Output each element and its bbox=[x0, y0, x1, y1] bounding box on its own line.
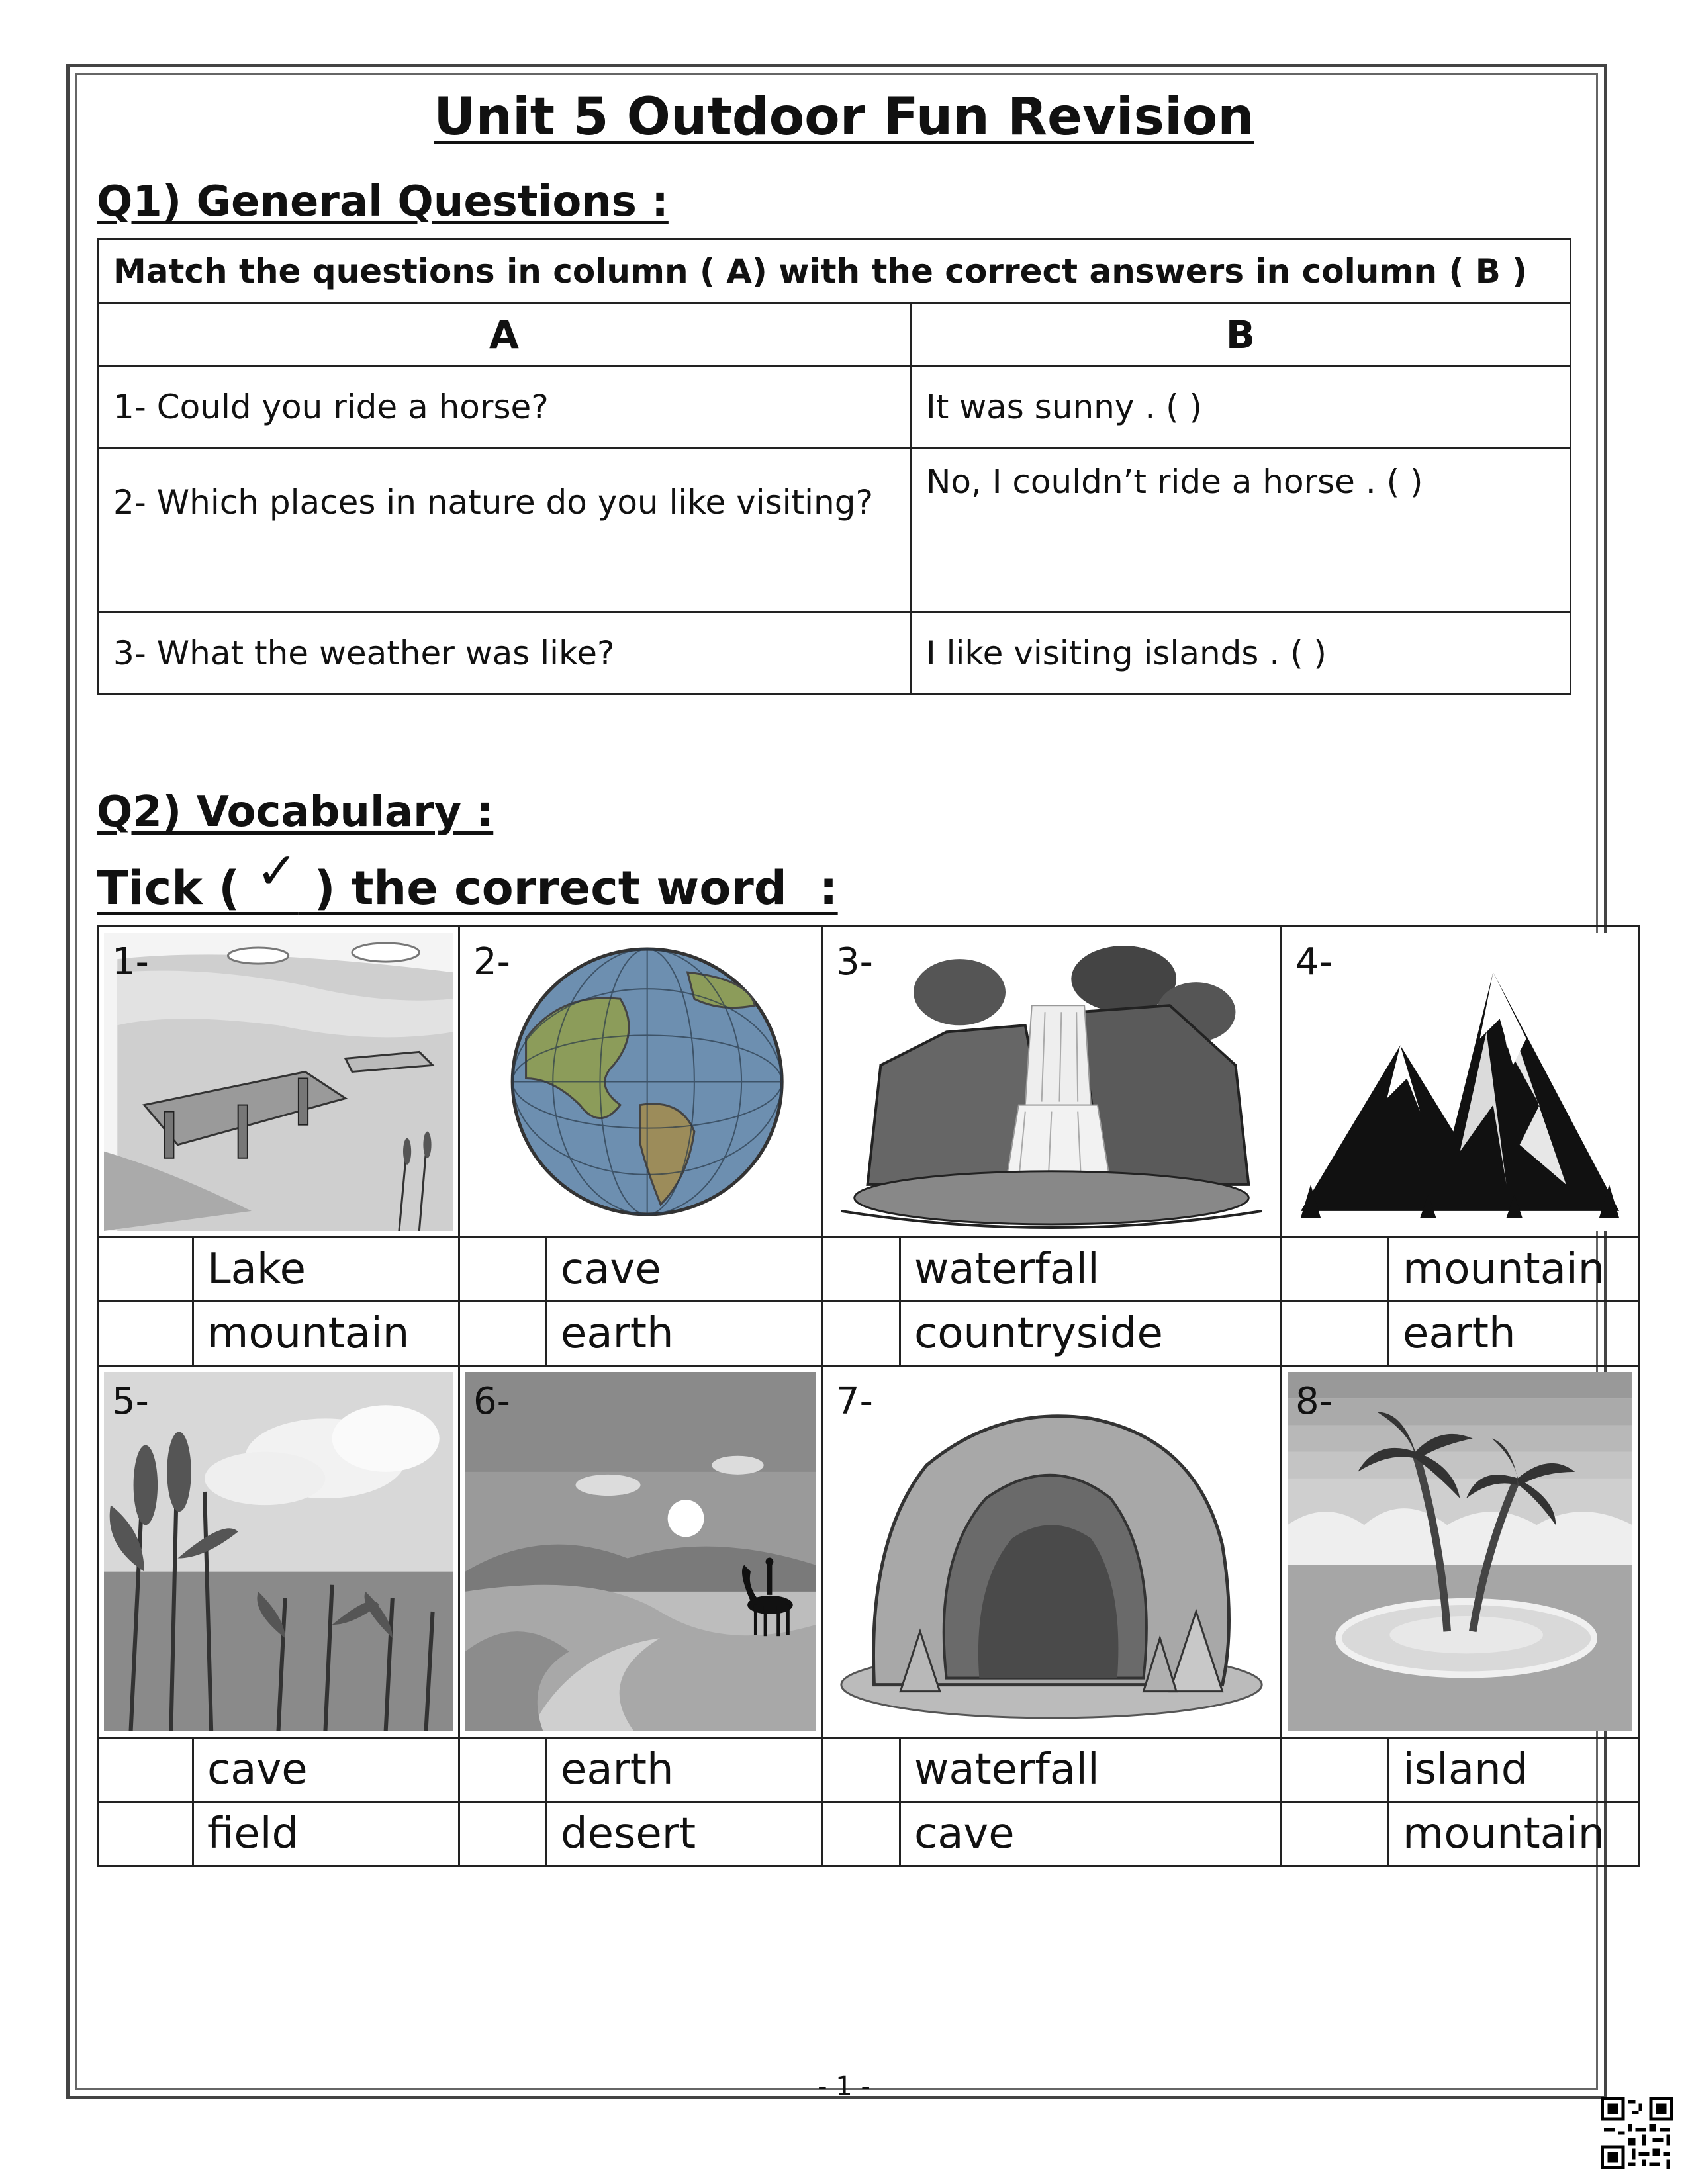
tick-box[interactable] bbox=[459, 1802, 547, 1866]
tick-box[interactable] bbox=[1282, 1302, 1389, 1366]
tick-box[interactable] bbox=[822, 1738, 900, 1802]
tick-box[interactable] bbox=[822, 1302, 900, 1366]
item-number: 1- bbox=[112, 940, 149, 983]
item-number: 3- bbox=[836, 940, 873, 983]
word-option: mountain bbox=[1389, 1802, 1639, 1866]
word-option: countryside bbox=[900, 1302, 1282, 1366]
tick-box[interactable] bbox=[459, 1238, 547, 1302]
island-picture bbox=[1288, 1372, 1632, 1731]
word-option: waterfall bbox=[900, 1238, 1282, 1302]
vocab-cell-7 bbox=[822, 1366, 1282, 1738]
tick-box[interactable] bbox=[1282, 1738, 1389, 1802]
tick-box[interactable] bbox=[822, 1238, 900, 1302]
answer-3[interactable]: I like visiting islands . ( ) bbox=[911, 612, 1571, 694]
vocab-cell-1 bbox=[98, 927, 459, 1238]
answer-1[interactable]: It was sunny . ( ) bbox=[911, 366, 1571, 448]
vocab-cell-6 bbox=[459, 1366, 822, 1738]
word-option: desert bbox=[547, 1802, 822, 1866]
vocab-cell-3 bbox=[822, 927, 1282, 1238]
check-icon: ✓ bbox=[256, 841, 299, 900]
item-number: 5- bbox=[112, 1380, 149, 1423]
item-number: 6- bbox=[473, 1380, 510, 1423]
tick-box[interactable] bbox=[459, 1738, 547, 1802]
word-option: field bbox=[193, 1802, 459, 1866]
vocab-cell-5 bbox=[98, 1366, 459, 1738]
q1-instruction: Match the questions in column ( A) with the correct answers in column ( B ) bbox=[98, 240, 1571, 304]
cave-picture bbox=[828, 1372, 1275, 1731]
q1-heading: Q1) General Questions : bbox=[97, 177, 669, 226]
word-option: island bbox=[1389, 1738, 1639, 1802]
tick-suffix: ) the correct word : bbox=[314, 861, 838, 915]
earth-picture bbox=[465, 933, 816, 1231]
page-number: - 1 - bbox=[818, 2071, 870, 2102]
item-number: 4- bbox=[1295, 940, 1333, 983]
question-1: 1- Could you ride a horse? bbox=[98, 366, 911, 448]
item-number: 2- bbox=[473, 940, 510, 983]
tick-box[interactable] bbox=[98, 1802, 193, 1866]
tick-box[interactable] bbox=[459, 1302, 547, 1366]
column-a-header: A bbox=[98, 304, 911, 366]
matching-table bbox=[97, 238, 1571, 695]
field-picture bbox=[104, 1372, 453, 1731]
mountain-picture bbox=[1288, 933, 1632, 1231]
worksheet-title: Unit 5 Outdoor Fun Revision bbox=[434, 87, 1254, 147]
vocabulary-table bbox=[97, 925, 1640, 1867]
vocab-cell-4 bbox=[1282, 927, 1639, 1238]
tick-box[interactable] bbox=[1282, 1802, 1389, 1866]
waterfall-picture bbox=[828, 933, 1275, 1231]
vocab-cell-8 bbox=[1282, 1366, 1639, 1738]
item-number: 7- bbox=[836, 1380, 873, 1423]
tick-instruction bbox=[97, 841, 838, 916]
tick-box[interactable] bbox=[98, 1238, 193, 1302]
column-b-header: B bbox=[911, 304, 1571, 366]
lake-picture bbox=[104, 933, 453, 1231]
word-option: cave bbox=[900, 1802, 1282, 1866]
word-option: Lake bbox=[193, 1238, 459, 1302]
question-2: 2- Which places in nature do you like visiting? bbox=[98, 448, 911, 612]
answer-2[interactable]: No, I couldn’t ride a horse . ( ) bbox=[911, 448, 1571, 612]
word-option: cave bbox=[547, 1238, 822, 1302]
tick-box[interactable] bbox=[1282, 1238, 1389, 1302]
tick-box[interactable] bbox=[98, 1302, 193, 1366]
qr-code-icon bbox=[1601, 2097, 1673, 2169]
word-option: earth bbox=[1389, 1302, 1639, 1366]
vocab-cell-2 bbox=[459, 927, 822, 1238]
word-option: earth bbox=[547, 1738, 822, 1802]
tick-box[interactable] bbox=[822, 1802, 900, 1866]
desert-picture bbox=[465, 1372, 816, 1731]
tick-box[interactable] bbox=[98, 1738, 193, 1802]
item-number: 8- bbox=[1295, 1380, 1333, 1423]
question-3: 3- What the weather was like? bbox=[98, 612, 911, 694]
word-option: cave bbox=[193, 1738, 459, 1802]
q2-heading: Q2) Vocabulary : bbox=[97, 788, 494, 837]
tick-prefix: Tick ( bbox=[97, 861, 240, 915]
word-option: mountain bbox=[1389, 1238, 1639, 1302]
word-option: mountain bbox=[193, 1302, 459, 1366]
word-option: waterfall bbox=[900, 1738, 1282, 1802]
word-option: earth bbox=[547, 1302, 822, 1366]
